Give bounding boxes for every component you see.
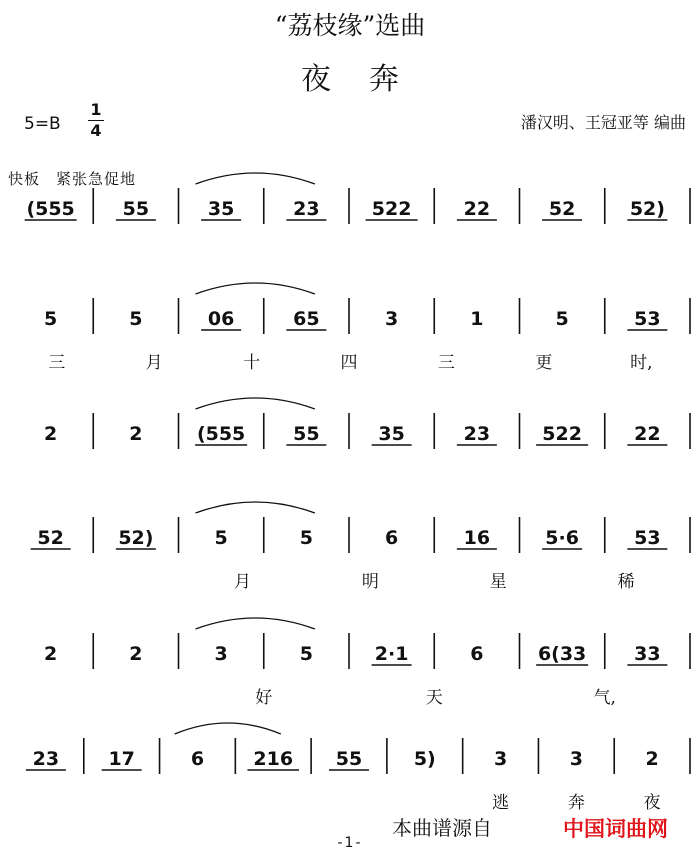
measure-notes: 3 bbox=[214, 643, 228, 665]
composer-credit: 潘汉明、王冠亚等 编曲 bbox=[520, 113, 686, 132]
measure-notes: 35 bbox=[207, 198, 235, 220]
key-signature: 5=B bbox=[24, 114, 61, 134]
measure-notes: 5 bbox=[299, 643, 313, 665]
measure-notes: 17 bbox=[108, 748, 135, 770]
slur-arc bbox=[196, 173, 315, 184]
measure-notes: 2 bbox=[44, 643, 58, 665]
measure-notes: 2 bbox=[129, 643, 143, 665]
measure-notes: 23 bbox=[463, 423, 491, 445]
measure-notes: 2·1 bbox=[374, 643, 409, 665]
measure-notes: 6 bbox=[190, 748, 205, 770]
slur-arc bbox=[196, 398, 315, 409]
time-signature-numerator: 1 bbox=[88, 100, 104, 121]
measure-notes: 53 bbox=[634, 308, 661, 330]
measure-notes: 5 bbox=[555, 308, 569, 330]
lyric-syllable: 星 bbox=[489, 572, 507, 592]
slur-arc bbox=[175, 723, 281, 734]
measure-notes: 23 bbox=[32, 748, 60, 770]
lyric-syllable: 月 bbox=[233, 572, 251, 592]
lyric-syllable: 三 bbox=[48, 353, 66, 373]
measure-notes: 16 bbox=[463, 527, 491, 549]
measure-notes: 22 bbox=[463, 198, 491, 220]
measure-notes: 33 bbox=[634, 643, 661, 665]
measure-notes: 6(33 bbox=[537, 643, 587, 665]
measure-notes: 55 bbox=[293, 423, 320, 445]
measure-notes: 522 bbox=[371, 198, 412, 220]
measure-notes: 52 bbox=[37, 527, 64, 549]
measure-notes: 6 bbox=[385, 527, 399, 549]
slur-arc bbox=[196, 283, 315, 294]
measure-notes: 3 bbox=[385, 308, 399, 330]
measure-notes: 2 bbox=[129, 423, 143, 445]
measure-notes: 2 bbox=[645, 748, 659, 770]
lyric-syllable: 明 bbox=[361, 572, 379, 592]
lyric-syllable: 月 bbox=[145, 353, 163, 373]
lyric-syllable: 夜 bbox=[643, 793, 661, 813]
measure-notes: 22 bbox=[634, 423, 661, 445]
slur-arc bbox=[196, 618, 315, 629]
lyric-syllable: 更 bbox=[535, 353, 553, 373]
tempo-marking: 快板 紧张急促地 bbox=[8, 170, 137, 188]
measure-notes: 1 bbox=[470, 308, 484, 330]
measure-notes: 5) bbox=[413, 748, 436, 770]
lyric-syllable: 三 bbox=[437, 353, 455, 373]
measure-notes: 216 bbox=[253, 748, 294, 770]
song-subtitle: 夜奔 bbox=[301, 62, 437, 97]
measure-notes: 23 bbox=[293, 198, 320, 220]
lyric-syllable: 十 bbox=[243, 353, 261, 373]
time-signature-denominator: 4 bbox=[90, 121, 102, 140]
lyric-syllable: 逃 bbox=[492, 793, 510, 813]
measure-notes: 5·6 bbox=[545, 527, 579, 549]
measure-notes: 52 bbox=[548, 198, 576, 220]
lyric-syllable: 四 bbox=[340, 353, 358, 373]
lyric-syllable: 时, bbox=[630, 353, 653, 373]
lyric-syllable: 天 bbox=[425, 688, 443, 708]
lyric-syllable: 好 bbox=[255, 688, 273, 708]
measure-notes: 06 bbox=[207, 308, 235, 330]
measure-notes: 522 bbox=[542, 423, 582, 445]
measure-notes: 53 bbox=[634, 527, 661, 549]
measure-notes: 55 bbox=[335, 748, 363, 770]
song-title: “荔枝缘”选曲 bbox=[274, 11, 426, 40]
measure-notes: (555 bbox=[26, 198, 75, 220]
lyric-syllable: 奔 bbox=[567, 793, 585, 813]
lyric-syllable: 稀 bbox=[617, 572, 635, 592]
site-watermark: 中国词曲网 bbox=[563, 817, 668, 841]
measure-notes: 35 bbox=[378, 423, 405, 445]
slur-arc bbox=[196, 502, 315, 513]
measure-notes: 52) bbox=[629, 198, 665, 220]
measure-notes: 3 bbox=[493, 748, 508, 770]
measure-notes: 6 bbox=[470, 643, 484, 665]
source-note: 本曲谱源自 bbox=[392, 816, 492, 840]
measure-notes: (555 bbox=[196, 423, 246, 445]
measure-notes: 5 bbox=[129, 308, 143, 330]
measure-notes: 3 bbox=[569, 748, 583, 770]
measure-notes: 5 bbox=[44, 308, 58, 330]
measure-notes: 65 bbox=[293, 308, 320, 330]
measure-notes: 52) bbox=[118, 527, 154, 549]
measure-notes: 2 bbox=[44, 423, 58, 445]
measure-notes: 5 bbox=[214, 527, 228, 549]
page-number: -1- bbox=[337, 835, 363, 851]
lyric-syllable: 气, bbox=[593, 688, 616, 708]
measure-notes: 55 bbox=[122, 198, 150, 220]
measure-notes: 5 bbox=[299, 527, 313, 549]
